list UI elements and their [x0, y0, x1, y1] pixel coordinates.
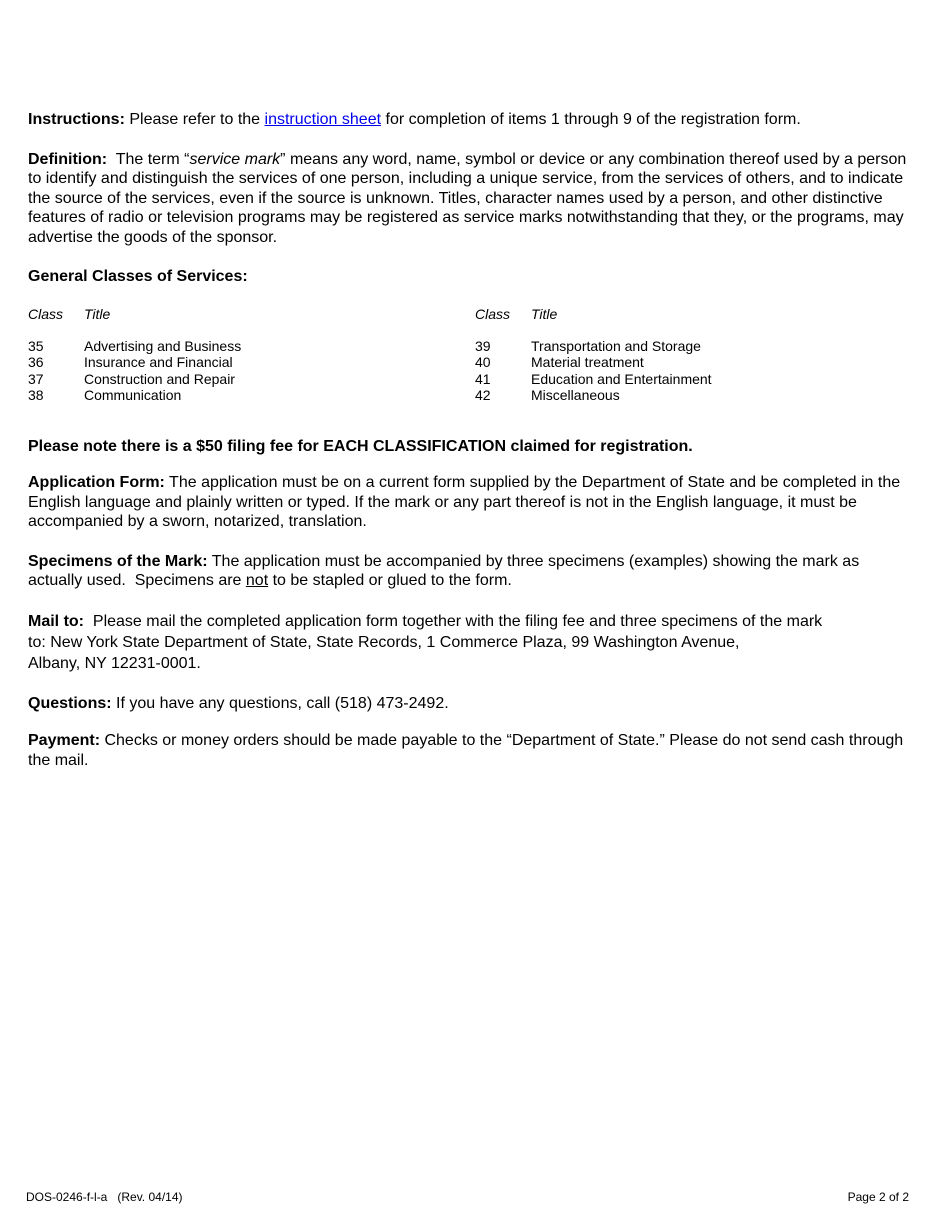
payment-paragraph: [28, 731, 908, 770]
application-form-label: Application Form:: [28, 474, 165, 491]
class-title: Advertising and Business: [84, 337, 242, 354]
definition-text-before: The term “: [107, 150, 190, 168]
specimens-underlined: not: [245, 572, 269, 589]
class-header: Class: [28, 305, 64, 322]
instructions-text-before: Please refer to the: [124, 111, 265, 128]
specimens-label: Specimens of the Mark:: [28, 552, 208, 570]
fee-note: Please note there is a $50 filing fee for EACH CLASSIFICATION claimed for registration.: [28, 437, 693, 455]
class-title: Material treatment: [531, 354, 644, 370]
class-number: 39: [475, 337, 491, 354]
specimens-text-before: The application must be accompanied by three specimens (examples) showing the mark as actually used. Specimens are: [28, 552, 864, 589]
instructions-paragraph: [28, 110, 908, 130]
class-title: Insurance and Financial: [84, 354, 233, 370]
class-row: [28, 371, 241, 388]
questions-label: Questions:: [28, 694, 112, 712]
document-body: [28, 110, 908, 790]
class-row: [475, 338, 712, 355]
title-header: Title: [84, 305, 111, 322]
instructions-text-after: for completion of items 1 through 9 of the registration form.: [381, 111, 801, 128]
specimens-text-after: to be stapled or glued to the form.: [268, 572, 512, 589]
class-number: 36: [28, 354, 44, 370]
class-title: Transportation and Storage: [531, 337, 701, 354]
instructions-label: Instructions:: [28, 111, 125, 128]
definition-paragraph: [28, 150, 908, 248]
mail-to-line1: Please mail the completed application form together with the filing fee and three specimens of the mark: [84, 612, 823, 630]
classes-left-column: [28, 306, 241, 404]
classes-right-column: [475, 306, 712, 404]
classes-table: [28, 306, 908, 414]
definition-label: Definition:: [28, 150, 108, 168]
payment-label: Payment:: [28, 732, 101, 749]
title-header: Title: [531, 305, 558, 322]
mail-to-line2: to: New York State Department of State, State Records, 1 Commerce Plaza, 99 Washington Avenue,: [28, 633, 740, 651]
mail-to-paragraph: [28, 611, 908, 674]
application-form-paragraph: [28, 473, 908, 532]
class-title: Miscellaneous: [531, 387, 620, 403]
class-number: 35: [28, 337, 44, 354]
class-row: [28, 387, 241, 404]
class-number: 41: [475, 370, 491, 387]
class-number: 37: [28, 370, 44, 387]
class-row: [475, 387, 712, 404]
class-row: [475, 354, 712, 371]
class-header: Class: [475, 305, 511, 322]
class-number: 42: [475, 387, 491, 403]
definition-text-after: ” means any word, name, symbol or device or any combination thereof used by a person to identify and distinguish the services of one person, including a unique service, from the services of others, and to indicate the source of the services, even if the source is unknown. Titles, character names used by a person, and other distinctive features of radio or television programs may be registered as service marks notwithstanding that they, or the programs, may advertise the goods of the sponsor.: [28, 150, 907, 246]
class-row: [475, 371, 712, 388]
classes-left-header: [28, 306, 241, 322]
application-form-text: The application must be on a current form supplied by the Department of State and be completed in the English language and plainly written or typed. If the mark or any part thereof is not in the English language, it must be accompanied by a sworn, notarized, translation.: [28, 474, 901, 530]
class-row: [28, 338, 241, 355]
mail-to-line3: Albany, NY 12231-0001.: [28, 654, 201, 672]
class-title: Construction and Repair: [84, 370, 235, 387]
class-number: 38: [28, 387, 44, 403]
instruction-sheet-link[interactable]: instruction sheet: [264, 111, 382, 128]
form-id-footer: DOS-0246-f-l-a (Rev. 04/14): [26, 1190, 183, 1204]
payment-text: Checks or money orders should be made payable to the “Department of State.” Please do not send cash through the mail.: [28, 732, 904, 769]
definition-term: service mark: [189, 150, 281, 168]
class-title: Education and Entertainment: [531, 370, 712, 387]
questions-paragraph: [28, 694, 908, 714]
page-number-footer: Page 2 of 2: [847, 1190, 909, 1204]
class-row: [28, 354, 241, 371]
class-number: 40: [475, 354, 491, 370]
general-classes-heading: General Classes of Services:: [28, 268, 248, 285]
specimens-paragraph: [28, 552, 908, 591]
questions-text: If you have any questions, call (518) 473-2492.: [111, 694, 449, 712]
mail-to-label: Mail to:: [28, 612, 84, 630]
class-title: Communication: [84, 387, 182, 403]
classes-right-header: [475, 306, 712, 322]
